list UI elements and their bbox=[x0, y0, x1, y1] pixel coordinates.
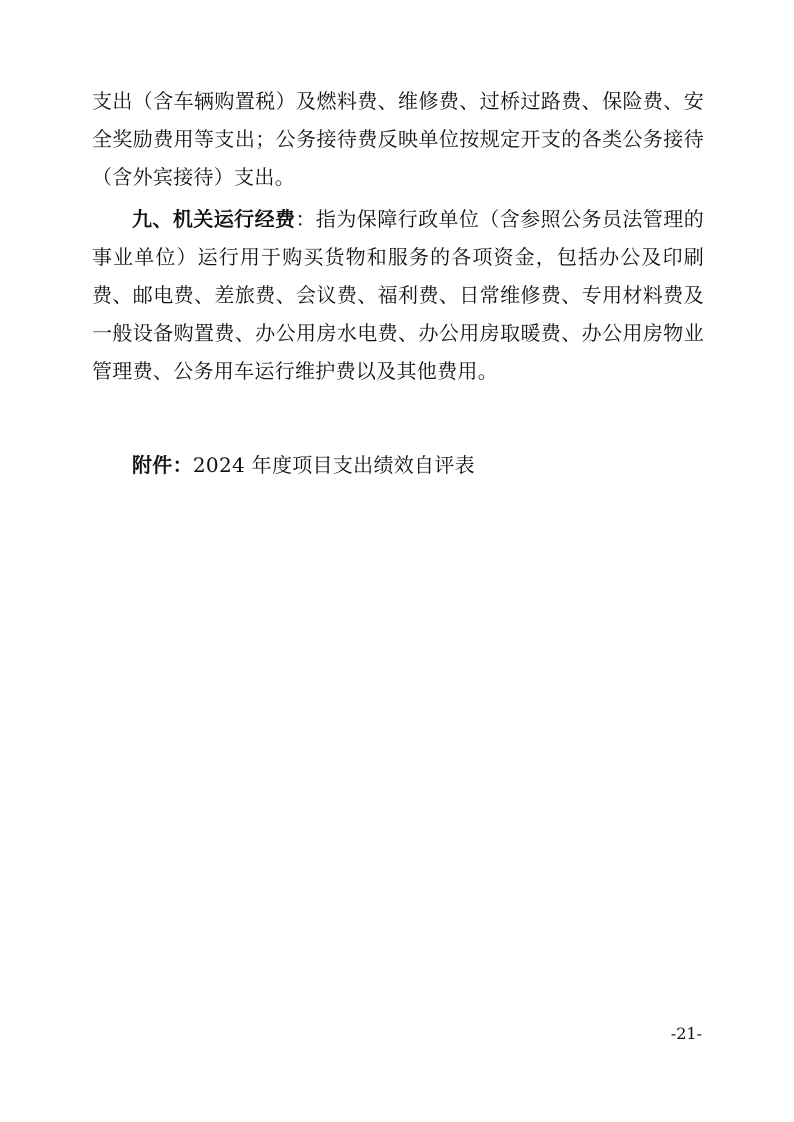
attachment-title: 2024 年度项目支出绩效自评表 bbox=[192, 453, 475, 477]
section-heading: 九、机关运行经费 bbox=[132, 207, 296, 231]
paragraph-official-expenses-continued bbox=[92, 82, 704, 196]
paragraph-text: ：指为保障行政单位（含参照公务员法管理的事业单位）运行用于购买货物和服务的各项资金，包括办公及印刷费、邮电费、差旅费、会议费、福利费、日常维修费、专用材料费及一般设备购置费、办公用房水电费、办公用房取暖费、办公用房物业管理费、公务用车运行维护费以及其他费用。 bbox=[92, 207, 704, 383]
attachment-line bbox=[132, 446, 475, 484]
paragraph-text: 支出（含车辆购置税）及燃料费、维修费、过桥过路费、保险费、安全奖励费用等支出；公务接待费反映单位按规定开支的各类公务接待（含外宾接待）支出。 bbox=[92, 89, 704, 189]
paragraph-operating-expenses bbox=[92, 200, 704, 390]
attachment-label: 附件： bbox=[132, 453, 193, 477]
page-number: -21- bbox=[670, 1024, 702, 1043]
